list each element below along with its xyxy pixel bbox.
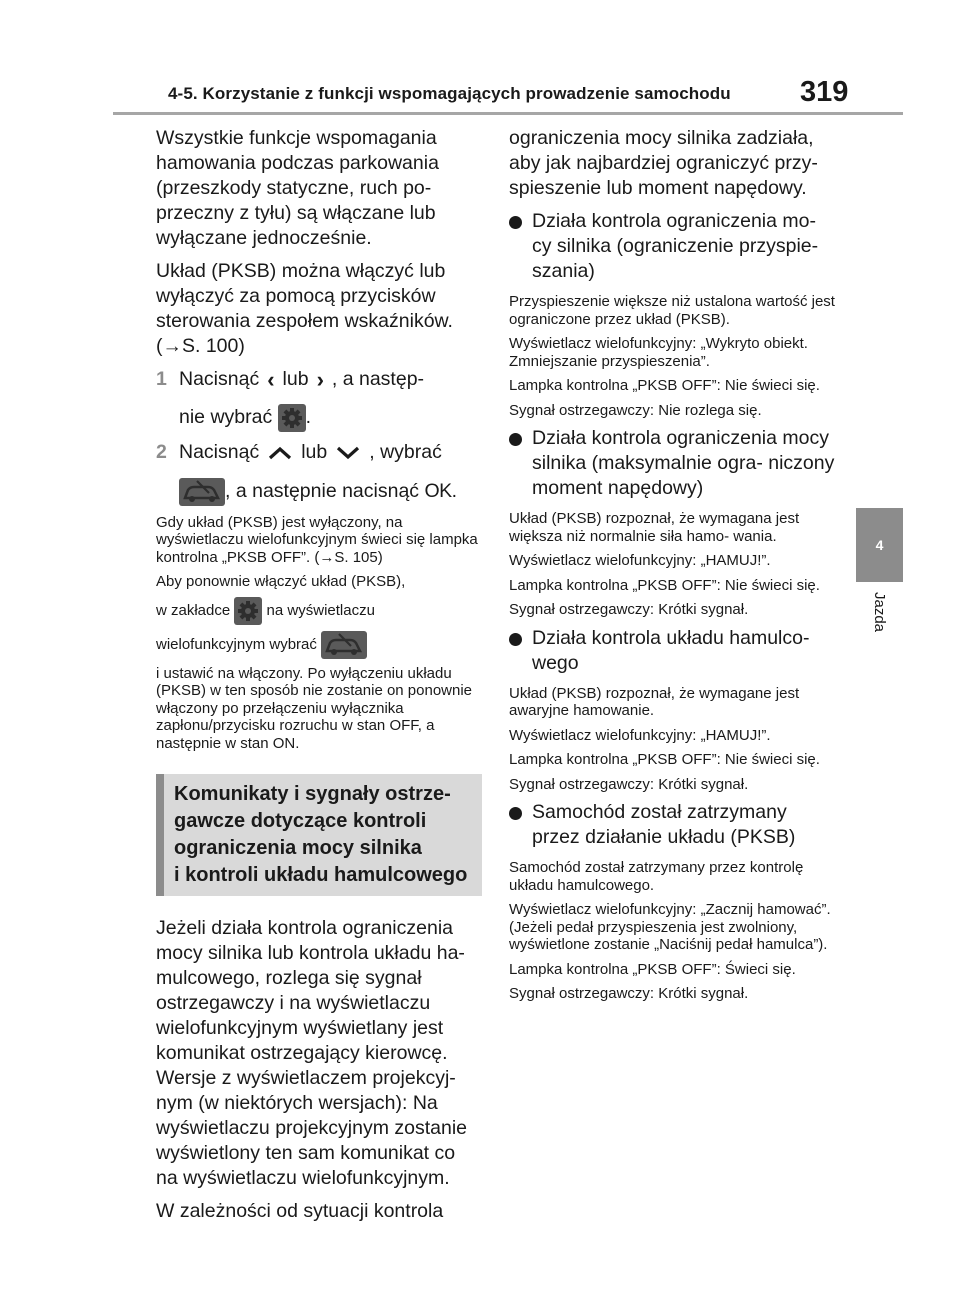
detail-line: Lampka kontrolna „PKSB OFF”: Nie świeci się.	[509, 576, 820, 594]
step-2	[156, 440, 482, 505]
detail-line: Wyświetlacz wielofunkcyjny: „Wykryto obiekt. Zmniejszanie przyspieszenia”.	[509, 335, 808, 370]
detail-line: Przyspieszenie większe niż ustalona wartość jest ograniczone przez układ (PKSB).	[509, 293, 835, 328]
paragraph: Układ (PKSB) można włączyć lub wyłączyć za pomocą przycisków sterowania zespołem wskaźników. (→S. 100)	[156, 260, 453, 357]
settings-gear-icon	[234, 597, 262, 625]
bullet-title: Samochód został zatrzymany przez działanie układu (PKSB)	[532, 801, 796, 848]
detail-line: Lampka kontrolna „PKSB OFF”: Nie świeci się.	[509, 377, 820, 394]
chevron-up-icon	[267, 441, 293, 466]
bullet-dot-icon	[509, 433, 522, 446]
bullet-title: Działa kontrola układu hamulco- wego	[532, 626, 810, 674]
page-header-title: 4-5. Korzystanie z funkcji wspomagających prowadzenie samochodu	[168, 84, 731, 103]
note-text: Aby ponownie włączyć układ (PKSB),	[156, 573, 406, 591]
bullet-dot-icon	[509, 216, 522, 229]
paragraph: Jeżeli działa kontrola ograniczenia mocy silnika lub kontrola układu ha- mulcowego, rozlega się sygnał ostrzegawczy i na wyświetlaczu wielofunkcyjnym wyświetlany jest komunikat ostrzegający kierowcę. Wersje z wyświetlaczem projekcyj- nym (w niektórych wersjach): Na wyświetlaczu projekcyjnym zostanie wyświetlony ten sam komunikat co na wyświetlaczu wielofunkcyjnym.	[156, 917, 468, 1190]
detail-line: Samochód został zatrzymany przez kontrolę układu hamulcowego.	[509, 859, 804, 894]
paragraph: ograniczenia mocy silnika zadziała, aby jak najbardziej ograniczyć przy- spieszenie lub moment napędowy.	[509, 127, 818, 199]
note-text: na wyświetlaczu	[266, 601, 375, 619]
left-column	[156, 126, 482, 1232]
step-line	[179, 478, 482, 506]
bullet-item	[509, 626, 839, 676]
step-text: lub	[282, 368, 309, 390]
paragraph: Wszystkie funkcje wspomagania hamowania podczas parkowania (przeszkody statyczne, ruch po- przeczny z tyłu) są włączane lub wyłączane jednocześnie.	[156, 127, 439, 249]
section-heading-line: gawcze dotyczące kontroli	[174, 810, 427, 833]
note	[156, 573, 482, 752]
right-column	[509, 126, 839, 1010]
note-text: w zakładce	[156, 601, 231, 619]
step-number: 1	[156, 368, 167, 390]
bullet-item	[509, 209, 839, 284]
bullet-item	[509, 800, 839, 850]
detail-line: Sygnał ostrzegawczy: Nie rozlega się.	[509, 401, 762, 419]
bullet-title: Działa kontrola ograniczenia mocy silnika (maksymalnie ogra- niczony moment napędowy)	[532, 427, 835, 499]
detail-line: Wyświetlacz wielofunkcyjny: „HAMUJ!”.	[509, 552, 771, 569]
paragraph: W zależności od sytuacji kontrola	[156, 1200, 444, 1223]
note: Gdy układ (PKSB) jest wyłączony, na wyświetlaczu wielofunkcyjnym świeci się lampka kontrolna „PKSB OFF”. (→S. 105)	[156, 513, 478, 566]
detail-line: Sygnał ostrzegawczy: Krótki sygnał.	[509, 601, 749, 618]
note-line	[156, 631, 482, 659]
step-text: Nacisnąć	[179, 441, 260, 464]
header-divider	[113, 112, 903, 115]
note-text: wielofunkcyjnym wybrać	[156, 635, 317, 653]
chapter-tab: 4	[856, 508, 903, 582]
chapter-label	[866, 590, 890, 650]
detail-line: Sygnał ostrzegawczy: Krótki sygnał.	[509, 775, 749, 793]
section-heading-line: ograniczenia mocy silnika	[174, 837, 422, 860]
settings-gear-icon	[278, 404, 306, 432]
note-line	[156, 597, 482, 625]
bullet-item	[509, 426, 839, 501]
step-line	[179, 404, 482, 432]
page-number: 319	[800, 76, 849, 108]
chapter-label-text: Jazda	[871, 592, 888, 633]
step-text: , a następnie nacisnąć	[225, 479, 420, 502]
chevron-down-icon	[335, 441, 361, 466]
bullet-dot-icon	[509, 807, 522, 820]
section-heading-line: Komunikaty i sygnały ostrze-	[174, 783, 451, 806]
step-1	[156, 367, 482, 432]
detail-line: Lampka kontrolna „PKSB OFF”: Nie świeci się.	[509, 751, 820, 768]
detail-line: Sygnał ostrzegawczy: Krótki sygnał.	[509, 985, 749, 1002]
bullet-title: Działa kontrola ograniczenia mo- cy silnika (ograniczenie przyspie- szania)	[532, 210, 819, 282]
section-heading-box	[156, 774, 482, 896]
step-text: .	[305, 406, 312, 429]
ok-button-icon: OK	[424, 479, 452, 502]
step-text: , a następ-	[331, 368, 425, 390]
detail-line: Wyświetlacz wielofunkcyjny: „HAMUJ!”.	[509, 726, 771, 744]
chevron-left-icon: ‹	[267, 367, 275, 393]
step-text: Nacisnąć	[179, 368, 260, 390]
step-text: , wybrać	[369, 441, 442, 464]
pksb-car-icon	[179, 478, 225, 506]
section-heading-line: i kontroli układu hamulcowego	[174, 864, 468, 887]
note-text: i ustawić na włączony. Po wyłączeniu układu (PKSB) w ten sposób nie zostanie on ponownie włączony po przełączeniu wyłącznika zapłonu/przycisku rozruchu w stan OFF, a następnie w stan ON.	[156, 664, 473, 752]
step-text: nie wybrać	[179, 406, 273, 429]
detail-line: Układ (PKSB) rozpoznał, że wymagane jest awaryjne hamowanie.	[509, 684, 800, 719]
step-text: lub	[301, 441, 328, 464]
detail-line: Wyświetlacz wielofunkcyjny: „Zacznij hamować”. (Jeżeli pedał przyspieszenia jest zwolniony, wyświetlone zostanie „Naciśnij pedał hamulca”).	[509, 901, 831, 953]
bullet-dot-icon	[509, 633, 522, 646]
pksb-car-icon	[321, 631, 367, 659]
detail-line: Układ (PKSB) rozpoznał, że wymagana jest większa niż normalnie siła hamo- wania.	[509, 510, 800, 545]
chevron-right-icon: ›	[316, 367, 324, 393]
step-text: .	[451, 479, 458, 502]
detail-line: Lampka kontrolna „PKSB OFF”: Świeci się.	[509, 960, 796, 978]
step-number: 2	[156, 441, 167, 464]
